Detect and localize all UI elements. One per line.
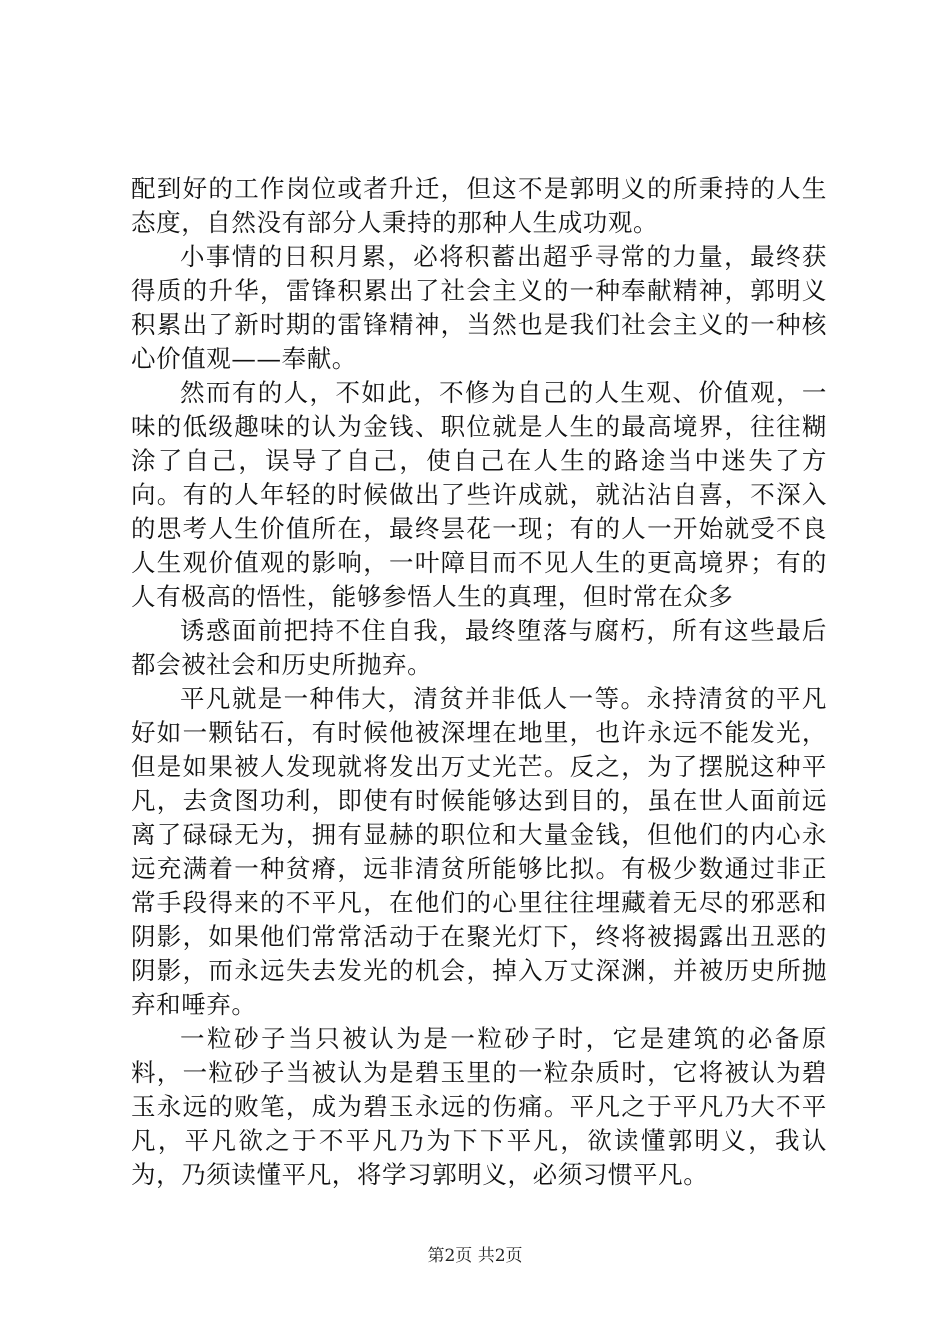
- paragraph-5: 平凡就是一种伟大，清贫并非低人一等。永持清贫的平凡好如一颗钻石，有时候他被深埋在地里，也许永远不能发光，但是如果被人发现就将发出万丈光芒。反之，为了摆脱这种平凡，去贪图功利，即使有时候能够达到目的，虽在世人面前远离了碌碌无为，拥有显赫的职位和大量金钱，但他们的内心永远充满着一种贫瘠，远非清贫所能够比拟。有极少数通过非正常手段得来的不平凡，在他们的心里往往埋藏着无尽的邪恶和阴影，如果他们常常活动于在聚光灯下，终将被揭露出丑恶的阴影，而永远失去发光的机会，掉入万丈深渊，并被历史所抛弃和唾弃。: [131, 684, 827, 1019]
- paragraph-3: 然而有的人，不如此，不修为自己的人生观、价值观，一味的低级趣味的认为金钱、职位就是人生的最高境界，往往糊涂了自己，误导了自己，使自己在人生的路途当中迷失了方向。有的人年轻的时候做出了些许成就，就沾沾自喜，不深入的思考人生价值所在，最终昙花一现；有的人一开始就受不良人生观价值观的影响，一叶障目而不见人生的更高境界；有的人有极高的悟性，能够参悟人生的真理，但时常在众多: [131, 378, 827, 611]
- paragraph-4: 诱惑面前把持不住自我，最终堕落与腐朽，所有这些最后都会被社会和历史所抛弃。: [131, 616, 827, 679]
- paragraph-1: 配到好的工作岗位或者升迁，但这不是郭明义的所秉持的人生态度，自然没有部分人秉持的那种人生成功观。: [131, 174, 827, 237]
- paragraph-2: 小事情的日积月累，必将积蓄出超乎寻常的力量，最终获得质的升华，雷锋积累出了社会主义的一种奉献精神，郭明义积累出了新时期的雷锋精神，当然也是我们社会主义的一种核心价值观——奉献。: [131, 242, 827, 373]
- page-number-footer: 第2页 共2页: [427, 1246, 523, 1266]
- document-body: [131, 172, 827, 1192]
- paragraph-6: 一粒砂子当只被认为是一粒砂子时，它是建筑的必备原料，一粒砂子当被认为是碧玉里的一粒杂质时，它将被认为碧玉永远的败笔，成为碧玉永远的伤痛。平凡之于平凡乃大不平凡，平凡欲之于不平凡乃为下下平凡，欲读懂郭明义，我认为，乃须读懂平凡，将学习郭明义，必须习惯平凡。: [131, 1024, 827, 1189]
